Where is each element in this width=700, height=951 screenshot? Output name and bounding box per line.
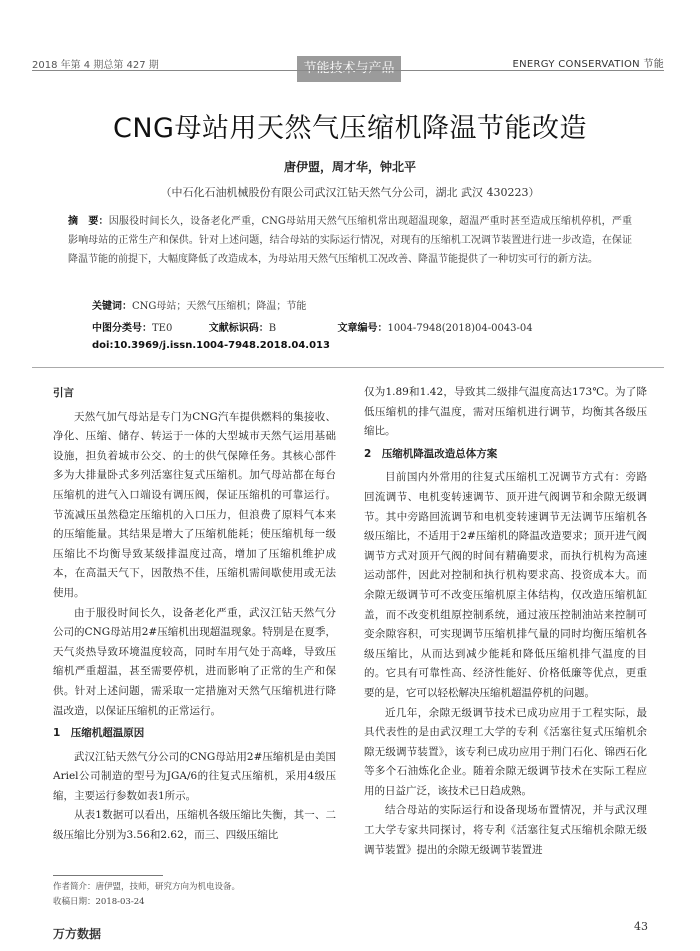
received-date: 收稿日期：2018-03-24 (53, 897, 145, 907)
section-1-paragraph-1: 武汉江钻天然气分公司的CNG母站用2#压缩机是由美国Ariel公司制造的型号为JGA/6的往复式压缩机，采用4级压缩，主要运行参数如表1所示。 (53, 750, 336, 802)
authors: 唐伊盟，周才华，钟北平 (283, 160, 416, 174)
clc-label: 中图分类号： (92, 323, 152, 334)
section-2-paragraph-1: 目前国内外常用的往复式压缩机工况调节方式有：旁路回流调节、电机变转速调节、顶开进气阀调节和余隙无级调节。其中旁路回流调节和电机变转速调节无法调节压缩机各级压缩比，不适用于2#压缩机的降温改造要求；顶开进气阀调节方式对顶开气阀的时间有精确要求，而执行机构为高速运动部件，因此对控制和执行机构要求高、投资成本大。而余隙无级调节可不改变压缩机原主体结构，仅改造压缩机缸盖，而不改变机组原控制系统，通过液压控制油站来控制可变余隙容积，可实现调节压缩机排气量的同时均衡压缩机各级压缩比，从而达到减少能耗和降低压缩机排气温度的目的。它具有可靠性高、经济性能好、价格低廉等优点，更重要的是，它可以轻松解决压缩机超温停机的问题。 (364, 471, 647, 699)
clc-value: TE0 (152, 323, 173, 334)
keywords: CNG母站；天然气压缩机；降温；节能 (132, 301, 307, 312)
classification-row (92, 319, 533, 334)
database-brand: 万方数据 (53, 927, 102, 941)
section-1-paragraph-2: 从表1数据可以看出，压缩机各级压缩比失衡，其一、二级压缩比分别为3.56和2.62，而三、四级压缩比 (53, 809, 336, 842)
journal-name: ENERGY CONSERVATION 节能 (512, 59, 664, 70)
footnote-rule (53, 875, 163, 876)
section-1-heading: 1 压缩机超温原因 (53, 727, 145, 740)
section-tag: 节能技术与产品 (297, 56, 401, 82)
doc-code-label: 文献标识码： (208, 323, 269, 334)
affiliation: （中石化石油机械股份有限公司武汉江钻天然气分公司，湖北 武汉 430223） (160, 186, 540, 199)
abstract (68, 212, 632, 269)
article-no-value: 1004-7948(2018)04-0043-04 (387, 323, 533, 334)
page-number: 43 (634, 920, 648, 933)
section-2-heading: 2 压缩机降温改造总体方案 (364, 447, 498, 460)
article-title: CNG母站用天然气压缩机降温节能改造 (113, 113, 587, 144)
right-paragraph-0: 仅为1.89和1.42，导致其二级排气温度高达173℃。为了降低压缩机的排气温度，需对压缩机进行调节，均衡其各级压缩比。 (364, 386, 647, 438)
keywords-label: 关键词： (92, 301, 132, 312)
author-bio: 作者简介：唐伊盟，技师，研究方向为机电设备。 (53, 882, 241, 892)
intro-paragraph-2: 由于服役时间长久，设备老化严重，武汉江钻天然气分公司的CNG母站用2#压缩机出现超温现象。特别是在夏季，天气炎热导致环境温度较高，同时车用气处于高峰，导致压缩机严重超温，甚至需要停机，进而影响了正常的生产和保供。针对上述问题，需采取一定措施对天然气压缩机进行降温改造，以保证压缩机的正常运行。 (53, 606, 336, 717)
column-right (364, 383, 647, 860)
column-left (53, 381, 336, 846)
header-rule (32, 70, 664, 71)
section-2-paragraph-3: 结合母站的实际运行和设备现场布置情况，并与武汉理工大学专家共同探讨，将专利《活塞往复式压缩机余隙无级调节装置》提出的余隙无级调节装置进 (364, 804, 647, 856)
issue-info: 2018 年第 4 期总第 427 期 (32, 60, 159, 71)
doi (92, 340, 330, 351)
keywords-row (92, 297, 306, 312)
article-no-label: 文章编号： (337, 323, 388, 334)
intro-heading: 引言 (53, 387, 74, 399)
abstract-label: 摘 要： (68, 216, 109, 227)
section-2-paragraph-2: 近几年，余隙无级调节技术已成功应用于工程实际，最具代表性的是由武汉理工大学的专利《活塞往复式压缩机余隙无级调节装置》，该专利已成功应用于荆门石化、锦西石化等多个石油炼化企业。随着余隙无级调节技术在实际工程应用的日益广泛，该技术已日趋成熟。 (364, 706, 647, 797)
doi-text: doi:10.3969/j.issn.1004-7948.2018.04.013 (92, 340, 330, 351)
doc-code-value: B (268, 323, 277, 334)
abstract-divider (32, 367, 664, 368)
intro-paragraph-1: 天然气加气母站是专门为CNG汽车提供燃料的集接收、净化、压缩、储存、转运于一体的大型城市天然气运用基础设施，担负着城市公交、的士的供气保障任务。其核心部件多为大排量卧式多列活塞往复式压缩机。加气母站都在每台压缩机的进气入口端设有调压阀，保证压缩机的可靠运行。节流减压虽然稳定压缩机的入口压力，但浪费了原料气本来的压缩能量。其结果是增大了压缩机能耗；使压缩机每一级压缩比不均衡导致某级排温度过高，增加了压缩机维护成本，在高温天气下，因散热不佳，压缩机需间歇使用或无法使用。 (53, 410, 336, 599)
abstract-text: 因服役时间长久，设备老化严重，CNG母站用天然气压缩机常出现超温现象，超温严重时甚至造成压缩机停机，严重影响母站的正常生产和保供。针对上述问题，结合母站的实际运行情况，对现有的压缩机工况调节装置进行进一步改造，在保证降温节能的前提下，大幅度降低了改造成本，为母站用天然气压缩机工况改善、降温节能提供了一种切实可行的新方法。 (68, 216, 633, 265)
